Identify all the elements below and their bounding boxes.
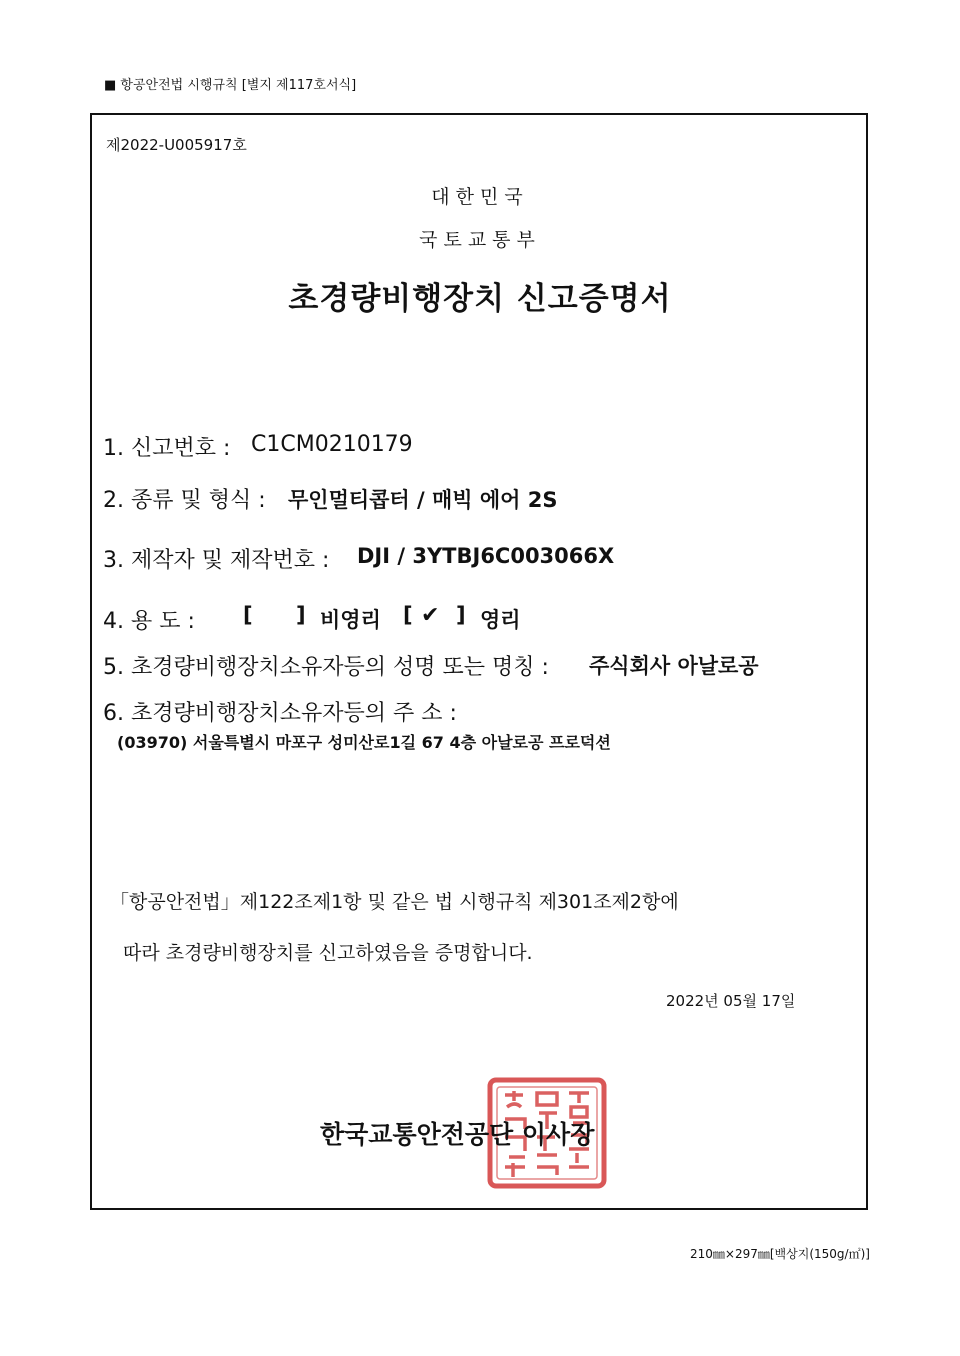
document-title: 초경량비행장치 신고증명서 <box>288 281 672 317</box>
ministry-name: 국토교통부 <box>419 229 541 251</box>
document-number: 제2022-U005917호 <box>106 136 247 154</box>
usage-box2-close: ] <box>456 603 466 627</box>
item5-label: 5. 초경량비행장치소유자등의 성명 또는 명칭 : <box>103 655 549 680</box>
statement-line1: 「항공안전법」제122조제1항 및 같은 법 시행규칙 제301조제2항에 <box>110 891 679 913</box>
usage-box2-open: [ <box>403 603 413 627</box>
item6-label: 6. 초경량비행장치소유자등의 주 소 : <box>103 701 457 726</box>
statement-line2: 따라 초경량비행장치를 신고하였음을 증명합니다. <box>123 942 533 964</box>
item3-label: 3. 제작자 및 제작번호 : <box>103 548 330 573</box>
report-number-value: C1CM0210179 <box>251 432 413 457</box>
usage-option-commercial: 영리 <box>480 608 521 632</box>
item2-label: 2. 종류 및 형식 : <box>103 488 266 513</box>
issuer-name: 한국교통안전공단 이사장 <box>320 1120 595 1149</box>
checkmark-icon: ✔ <box>421 603 440 628</box>
paper-spec-note: 210㎜×297㎜[백상지(150g/㎡)] <box>690 1247 870 1261</box>
owner-name-value: 주식회사 아날로공 <box>589 654 759 678</box>
manufacturer-serial-value: DJI / 3YTBJ6C003066X <box>357 544 615 568</box>
usage-box1-open: [ <box>243 603 253 627</box>
country-name: 대한민국 <box>431 186 529 208</box>
item1-label: 1. 신고번호 : <box>103 436 231 461</box>
type-model-value: 무인멀티콥터 / 매빅 에어 2S <box>288 488 558 512</box>
usage-box1-close: ] <box>296 603 306 627</box>
owner-address-value: (03970) 서울특별시 마포구 성미산로1길 67 4층 아날로공 프로덕션 <box>117 733 611 752</box>
issue-date: 2022년 05월 17일 <box>666 992 796 1010</box>
item4-label: 4. 용 도 : <box>103 609 195 634</box>
usage-option-nonprofit: 비영리 <box>320 608 381 632</box>
form-header-note: ■ 항공안전법 시행규칙 [별지 제117호서식] <box>104 78 357 93</box>
